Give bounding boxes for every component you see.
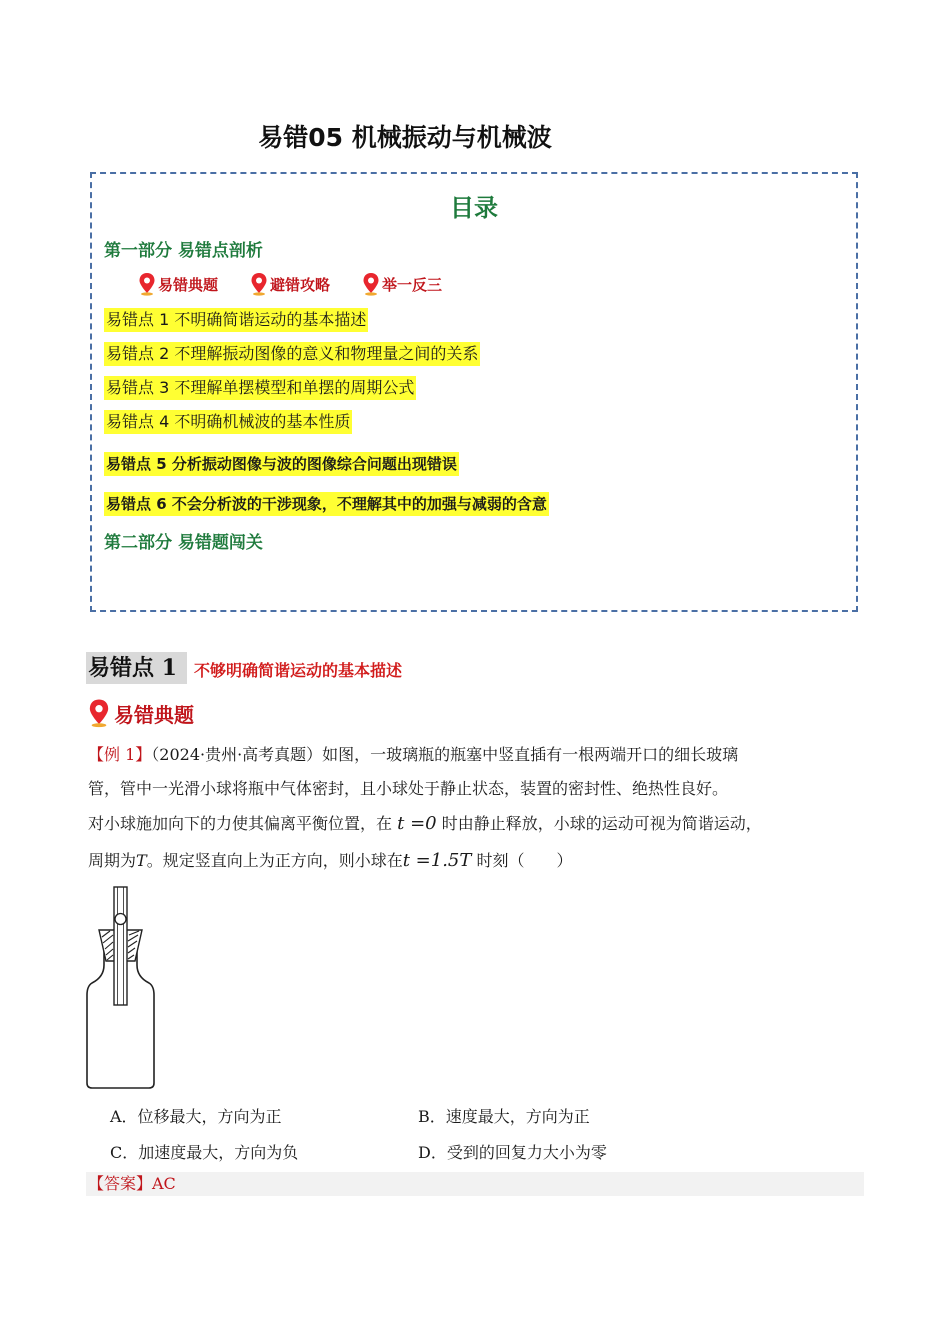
tag-label: 易错典题 — [158, 275, 219, 294]
example-line-1 — [88, 744, 738, 766]
bottle-figure — [82, 885, 172, 1093]
document-title: 易错05 机械振动与机械波 — [258, 123, 552, 152]
tag-typical-problem — [138, 272, 218, 296]
example-line-2: 管，管中一光滑小球将瓶中气体密封，且小球处于静止状态，装置的密封性、绝热性良好。 — [88, 779, 729, 798]
toc-tags — [138, 272, 442, 296]
tag-practice — [362, 272, 442, 296]
location-pin-icon — [88, 698, 110, 728]
answer: 【答案】AC — [86, 1172, 864, 1196]
location-pin-icon — [250, 272, 268, 296]
toc-item-1[interactable]: 易错点 1 不明确简谐运动的基本描述 — [104, 308, 368, 332]
location-pin-icon — [362, 272, 380, 296]
example-text: 时刻（ ） — [471, 851, 573, 870]
toc-item-6[interactable]: 易错点 6 不会分析波的干涉现象，不理解其中的加强与减弱的含意 — [104, 492, 549, 516]
toc-part-1[interactable]: 第一部分 易错点剖析 — [104, 241, 263, 261]
toc-item-4[interactable]: 易错点 4 不明确机械波的基本性质 — [104, 410, 352, 434]
example-text: 时由静止释放，小球的运动可视为简谐运动， — [441, 814, 762, 833]
option-c[interactable]: C．加速度最大，方向为负 — [110, 1143, 299, 1162]
tag-label: 避错攻略 — [270, 275, 331, 294]
example-line-4 — [88, 850, 572, 872]
section-label: 易错点 1 — [86, 652, 187, 684]
math-t-zero: t =0 — [397, 813, 437, 834]
sub-heading-label: 易错典题 — [114, 702, 194, 727]
table-of-contents — [90, 172, 858, 612]
toc-item-2[interactable]: 易错点 2 不理解振动图像的意义和物理量之间的关系 — [104, 342, 480, 366]
location-pin-icon — [138, 272, 156, 296]
tag-label: 举一反三 — [382, 275, 443, 294]
example-line-3 — [88, 813, 762, 835]
example-text: 周期为 — [88, 851, 137, 870]
option-d[interactable]: D．受到的回复力大小为零 — [418, 1143, 607, 1162]
tag-avoid-strategy — [250, 272, 330, 296]
example-text: （2024·贵州·高考真题）如图，一玻璃瓶的瓶塞中竖直插有一根两端开口的细长玻璃 — [151, 745, 739, 764]
example-text: 对小球施加向下的力使其偏离平衡位置，在 — [88, 814, 393, 833]
glass-tube — [114, 887, 127, 1005]
section-description: 不够明确简谐运动的基本描述 — [194, 661, 403, 680]
ball — [115, 914, 126, 925]
option-b[interactable]: B．速度最大，方向为正 — [418, 1107, 590, 1126]
toc-item-3[interactable]: 易错点 3 不理解单摆模型和单摆的周期公式 — [104, 376, 416, 400]
math-t-1-5t: t =1.5T — [402, 850, 472, 871]
example-text: 。规定竖直向上为正方向，则小球在 — [146, 851, 403, 870]
toc-part-2[interactable]: 第二部分 易错题闯关 — [104, 533, 263, 553]
toc-heading: 目录 — [450, 194, 498, 222]
sub-heading — [88, 698, 194, 728]
option-a[interactable]: A．位移最大，方向为正 — [110, 1107, 282, 1126]
example-label: 【例 1】 — [88, 745, 152, 764]
toc-item-5[interactable]: 易错点 5 分析振动图像与波的图像综合问题出现错误 — [104, 452, 459, 476]
math-period: T — [136, 851, 147, 870]
